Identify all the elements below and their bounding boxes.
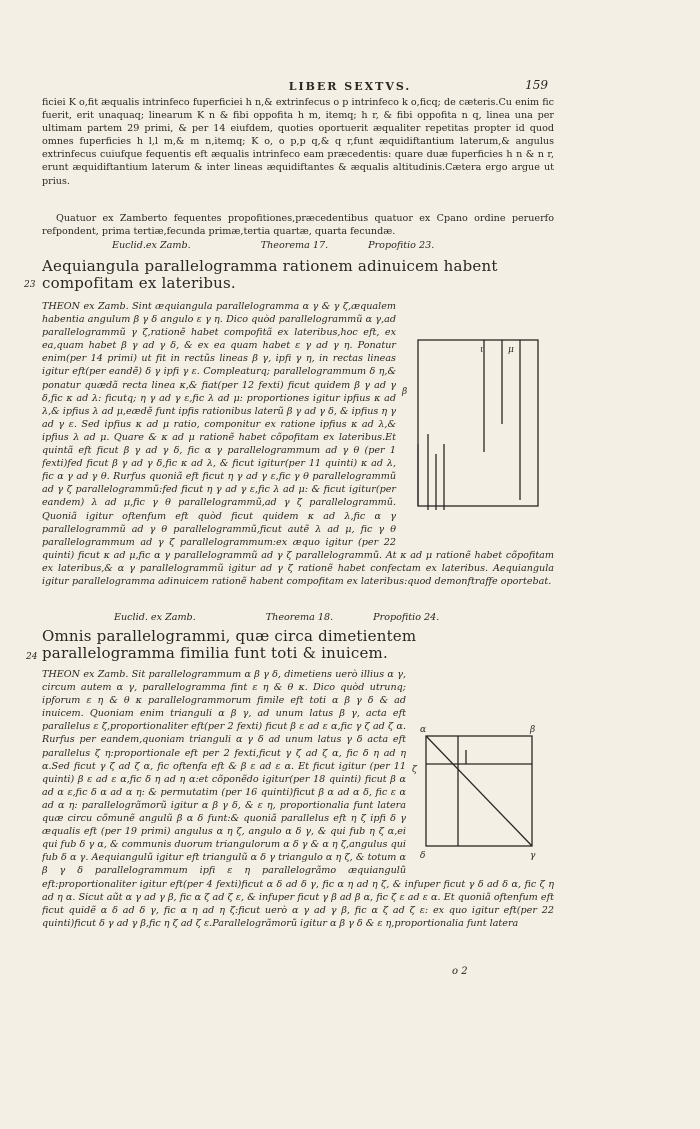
fig2-diagonal	[426, 736, 532, 846]
fig1-label-side: β	[402, 387, 408, 397]
paragraph-note: Quatuor ex Zamberto fequentes propofitiones,præcedentibus quatuor ex Cpano ordine peruerfo refpondent, prima tertiæ,fecunda primæ,tertia quartæ, quarta fecundæ.	[42, 213, 554, 238]
margin-note-23: 23	[24, 280, 36, 290]
ref1-proposition: Propofitio 23.	[368, 240, 435, 251]
figure-1-diagram	[400, 334, 550, 514]
ref2-theorem: Theorema 18.	[265, 612, 334, 623]
fig2-label-bl: δ	[420, 851, 426, 860]
reference-line-2	[42, 612, 554, 623]
signature-mark: o 2	[452, 966, 468, 977]
theon-proof-1-text: THEON ex Zamb. Sint æquiangula parallelogramma α γ & γ ζ,æqualem habentia angulum β γ δ angulo ε γ η. Dico quòd parallelogrammũ α γ,ad parallelogrammũ γ ζ,rationẽ habet compofitã ex lateribus,hoc eft, ex ea,quam habet β γ ad γ δ, & ex ea quam habet ε γ ad γ η. Ponatur enim(per 14 primi) ut fit in rectũs lineas β γ, ipfi γ η, in rectas lineas igitur eft(per eandẽ) δ γ ipfi γ ε. Compleaturq; parallelogrammum δ η,& ponatur quædã recta linea κ,& fiat(per 12 fexti) ficut quidem β γ ad γ δ,fic κ ad λ: ficutq; η γ ad γ ε,fic λ ad μ: proportiones igitur ipfius κ ad λ,& ipfius λ ad μ,eædẽ funt ipfis rationibus laterũ β γ ad γ δ, & ipfius η γ ad γ ε. Sed ipfius κ ad μ ratio, componitur ex ratione ipfius κ ad λ,& ipfius λ ad μ. Quare & κ ad μ rationẽ habet cõpofitam ex lateribus.Et quintã eft ficut β γ ad γ δ, fic α γ parallelogrammum ad γ θ (per 1 fexti)fed ficut β γ ad γ δ,fic κ ad λ, & ficut igitur(per 11 quinti) κ ad λ, fic α γ ad γ θ. Rurfus quoniã eft ficut η γ ad γ ε,fic γ θ parallelogrammũ ad γ ζ parallelogrammũ:fed ficut η γ ad γ ε,fic λ ad μ: & ficut igitur(per eandem) λ ad μ,fic γ θ parallelogrammũ,ad γ ζ parallelogrammũ. Quoniã igitur oftenfum eft quòd ficut quidem κ ad λ,fic α γ parallelogrammũ ad γ θ parallelogrammũ,ficut autẽ λ ad μ, fic γ θ parallelogrammum ad γ ζ parallelogrammum:ex æquo igitur (per 22 quinti) ficut κ ad μ,fic α γ parallelogrammũ ad γ ζ parallelogrammũ. At κ ad μ rationẽ habet cõpofitam ex lateribus,& α γ parallelogrammũ igitur ad γ ζ rationẽ habet confectam ex lateribus. Aequiangula igitur parallelogramma adinuicem rationẽ habent compofitam ex lateribus:quod demonftraffe oportebat.	[42, 301, 554, 587]
fig1-label-top-a: ι	[480, 345, 484, 355]
fig2-label-left: ζ	[412, 765, 417, 775]
proposition-heading-1: Aequiangula parallelogramma rationem adinuicem habent compofitam ex lateribus.	[42, 257, 498, 292]
proposition-heading-2: Omnis parallelogrammi, quæ circa dimetientem parallelogramma fimilia funt toti & inuicem.	[42, 627, 417, 662]
folio-number: 159	[525, 78, 548, 92]
paragraph-continuation: ficiei K o,fit æqualis intrinfeco fuperficiei h n,& extrinfecus o p intrinfeco k o,ficq; de cæteris.Cu enim fic fuerit, erit unaquaq; linearum K n & fibi oppofita h m, itemq; h r, & fibi oppofita n q, linea una per ultimam partem 29 primi, & per 14 eiufdem, quoties oportuerit æqualiter repetitas propter id quod omnes fuperficies h l,l m,& m n,itemq; K o, o p,p q,& q r,funt æquidiftantium laterum,& angulus extrinfecus cuiufque fequentis eft æqualis intrinfeco eam præcedentis: quare duæ fuperficies h n & n r, erunt æquidiftantium laterum & inter lineas æquidiftantes & æqualis altitudinis.Cætera ergo argue ut prius.	[42, 97, 554, 187]
margin-note-24: 24	[26, 652, 38, 662]
ref2-proposition: Propofitio 24.	[373, 612, 440, 623]
reference-line-1	[42, 240, 554, 251]
theon-proof-2-text: THEON ex Zamb. Sit parallelogrammum α β γ δ, dimetiens uerò illius α γ, circum autem α γ, parallelogramma fint ε η & θ κ. Dico quòd utrunq; ipforum ε η & θ κ parallelogrammorum fimile eft toti α β γ δ & ad inuicem. Quoniam enim trianguli α β γ, ad unum latus β γ, acta eft parallelus ε ζ,proportionaliter eft(per 2 fexti) ficut β ε ad ε α,fic γ ζ ad ζ α. Rurfus per eandem,quoniam trianguli α γ δ ad unum latus γ δ acta eft parallelus ζ η:proportionale eft per 2 fexti,ficut γ ζ ad ζ α, fic δ η ad η α.Sed ficut γ ζ ad ζ α, fic oftenfa eft & β ε ad ε α. Et ficut igitur (per 11 quinti) β ε ad ε α,fic δ η ad η α:et cõponẽdo igitur(per 18 quinti) ficut β α ad α ε,fic δ α ad α η: & permutatim (per 16 quinti)ficut β α ad α δ, fic ε α ad α η: parallelogrãmorũ igitur α β γ δ, & ε η, proportionalia funt latera quæ circu cõmunẽ angulũ β α δ funt:& quoniã parallelus eft η ζ ipfi δ γ æqualis eft (per 19 primi) angulus α η ζ, angulo α δ γ, & qui fub η ζ α,ei qui fub δ γ α, & communis duorum triangulorum α δ γ & α η ζ,angulus qui fub δ α γ. Aequiangulũ igitur eft triangulũ α δ γ triangulo α η ζ, & totum α β γ δ parallelogrammum ipfi ε η parallelogrãmo æquiangulũ eft:proportionaliter igitur eft(per 4 fexti)ficut α δ ad δ γ, fic α η ad η ζ, & infuper ficut γ δ ad δ α, fic ζ η ad η α. Sicut aũt α γ ad γ β, fic α ζ ad ζ ε, & infuper ficut γ β ad β α, fic ζ ε ad ε α. Et quoniã oftenfum eft ficut quidẽ α δ ad δ γ, fic α η ad η ζ:ficut uerò α γ ad γ β, fic α ζ ad ζ ε: ex quo igitur eft(per 22 quinti)ficut δ γ ad γ β,fic η ζ ad ζ ε.Parallelogrãmorũ igitur α β γ δ & ε η,proportionalia funt latera	[42, 669, 554, 929]
ref1-author: Euclid.ex Zamb.	[112, 240, 191, 251]
fig2-label-br: γ	[530, 851, 536, 860]
fig2-label-tl: α	[420, 725, 427, 735]
running-head: LIBER SEXTVS.	[288, 80, 412, 93]
fig2-label-tr: β	[530, 725, 536, 735]
ref1-theorem: Theorema 17.	[260, 240, 329, 251]
fig1-label-top-b: μ	[508, 345, 514, 355]
figure-2-diagram	[412, 720, 542, 860]
ref2-author: Euclid. ex Zamb.	[114, 612, 196, 623]
